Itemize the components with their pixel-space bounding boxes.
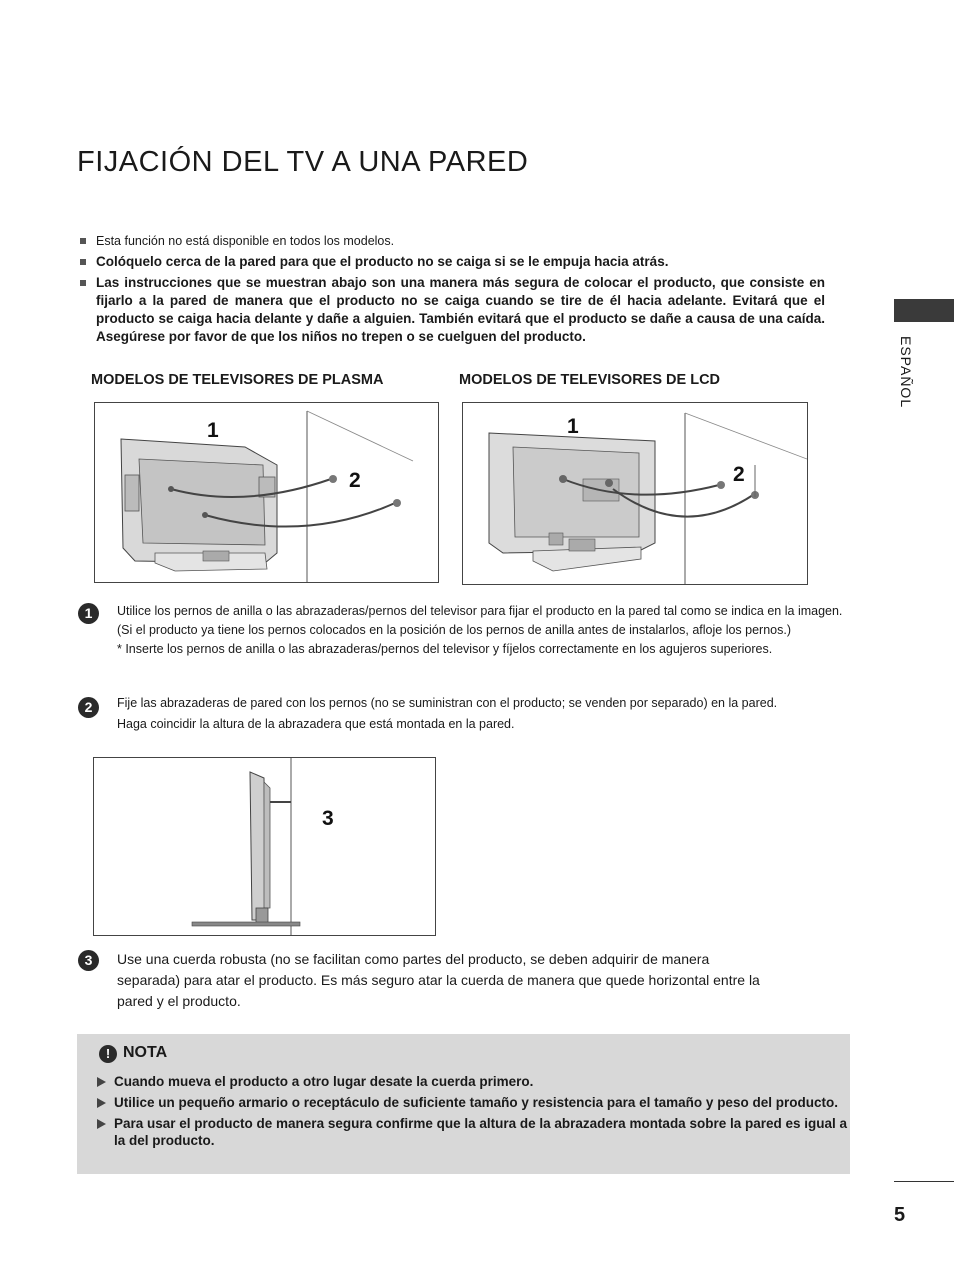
intro-bullet-list: [80, 232, 825, 349]
figure-label-2: 2: [349, 469, 361, 492]
exclamation-icon: !: [99, 1045, 117, 1063]
language-tab-marker: [894, 299, 954, 322]
step-line: * Inserte los pernos de anilla o las abrazaderas/pernos del televisor y fíjelos correctamente en los agujeros superiores.: [117, 642, 773, 656]
step-line: (Si el producto ya tiene los pernos colocados en la posición de los pernos de anilla antes de instalarlos, afloje los pernos.): [117, 623, 792, 637]
note-list: [97, 1073, 847, 1153]
page-title: FIJACIÓN DEL TV A UNA PARED: [77, 146, 529, 178]
page-number: 5: [894, 1204, 906, 1226]
note-item: Utilice un pequeño armario o receptáculo de suficiente tamaño y resistencia para el tamaño y peso del producto.: [97, 1094, 847, 1111]
step-line: Haga coincidir la altura de la abrazadera que está montada en la pared.: [117, 717, 515, 731]
lcd-section-heading: MODELOS DE TELEVISORES DE LCD: [459, 372, 721, 388]
bullet-item: Colóquelo cerca de la pared para que el producto no se caiga si se le empuja hacia atrás.: [80, 253, 825, 271]
step-line: Use una cuerda robusta (no se facilitan como partes del producto, se deben adquirir de manera separada) para atar el producto. Es más seguro atar la cuerda de manera que quede horizontal entre la pared y el producto.: [117, 951, 760, 1009]
step-line: Utilice los pernos de anilla o las abrazaderas/pernos del televisor para fijar el producto en la pared tal como se indica en la imagen.: [117, 604, 843, 618]
step-line: Fije las abrazaderas de pared con los pernos (no se suministran con el producto; se venden por separado) en la pared.: [117, 696, 778, 710]
plasma-section-heading: MODELOS DE TELEVISORES DE PLASMA: [91, 372, 384, 388]
note-item: Cuando mueva el producto a otro lugar desate la cuerda primero.: [97, 1073, 847, 1090]
figure-label-1: 1: [567, 415, 579, 438]
step-2-text: [117, 693, 847, 735]
figure-label-2: 2: [733, 463, 745, 486]
note-title: NOTA: [123, 1044, 168, 1061]
side-view-illustration: [94, 758, 435, 935]
bullet-item: Las instrucciones que se muestran abajo son una manera más segura de colocar el producto, que consiste en fijarlo a la pared de manera que el producto no se caiga cuando se tire de él hacia adelante. Evitará que el producto se caiga hacia delante y dañe a alguien. También evitará que el producto se dañe a causa de una caída. Asegúrese por favor de que los niños no trepen o se cuelguen del producto.: [80, 274, 825, 346]
step-1-text: [117, 603, 847, 659]
language-label: ESPAÑOL: [898, 336, 914, 409]
figure-label-3: 3: [322, 807, 334, 830]
step-badge-2: 2: [78, 697, 99, 718]
page-rule: [894, 1181, 954, 1182]
bullet-item: Esta función no está disponible en todos los modelos.: [80, 232, 825, 250]
plasma-figure: [94, 402, 439, 583]
figure-label-1: 1: [207, 419, 219, 442]
side-view-figure: [93, 757, 436, 936]
step-badge-1: 1: [78, 603, 99, 624]
plasma-tv-illustration: [95, 403, 438, 582]
lcd-figure: [462, 402, 808, 585]
lcd-tv-illustration: [463, 403, 807, 584]
step-badge-3: 3: [78, 950, 99, 971]
note-item: Para usar el producto de manera segura confirme que la altura de la abrazadera montada sobre la pared es igual a la del producto.: [97, 1115, 847, 1149]
step-3-text: [117, 949, 767, 1013]
